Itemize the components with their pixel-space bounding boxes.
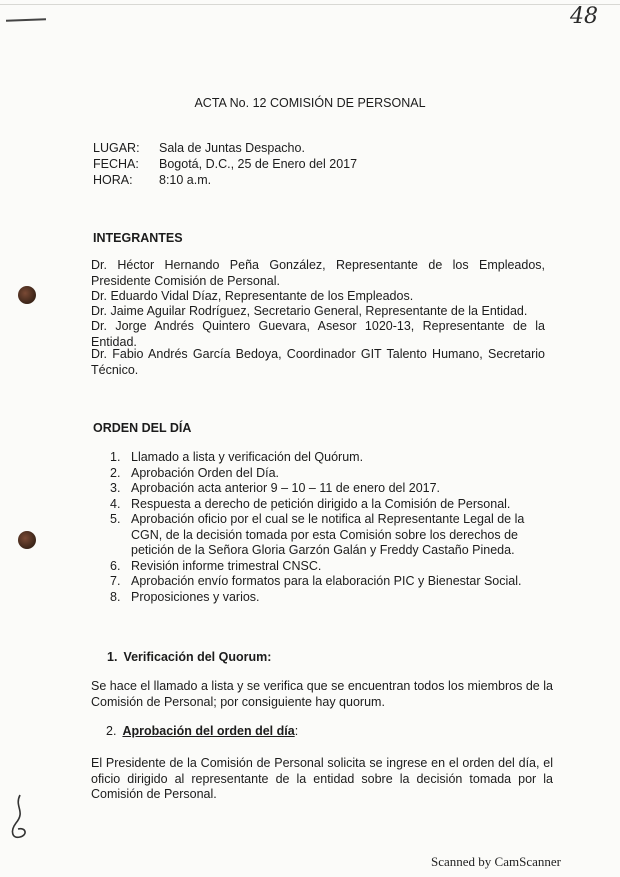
- meta-row-fecha: [93, 157, 357, 171]
- punch-hole: [18, 531, 36, 549]
- agenda-item: [110, 466, 552, 482]
- agenda-item: [110, 497, 552, 513]
- agenda-item: [110, 450, 552, 466]
- agenda-item-text: Revisión informe trimestral CNSC.: [131, 558, 322, 573]
- agenda-item-text: Proposiciones y varios.: [131, 589, 260, 604]
- handwritten-page-number: 48: [570, 4, 598, 29]
- pen-mark: [6, 18, 46, 21]
- member-entry: Dr. Eduardo Vidal Díaz, Representante de los Empleados.: [91, 289, 414, 303]
- section-number: 2.: [106, 724, 117, 738]
- meta-label: HORA:: [93, 173, 133, 187]
- meta-label: LUGAR:: [93, 141, 140, 155]
- agenda-item-number: 4.: [110, 496, 121, 511]
- agenda-item-number: 5.: [110, 512, 121, 526]
- agenda-item-number: 1.: [110, 450, 121, 464]
- agenda-item-text: Aprobación acta anterior 9 – 10 – 11 de enero del 2017.: [131, 481, 441, 495]
- agenda-item-text: Aprobación oficio por el cual se le notifica al Representante Legal de la CGN, de la decisión tomada por esta Comisión sobre los derechos de petición de la Señora Gloria Garzón Galán y Freddy Castaño Pineda.: [131, 512, 525, 557]
- section-title: Verificación del Quorum:: [123, 650, 272, 664]
- section-title: Aprobación del orden del día: [122, 724, 295, 738]
- agenda-item-number: 3.: [110, 481, 121, 495]
- meta-value: Bogotá, D.C., 25 de Enero del 2017: [159, 157, 358, 171]
- agenda-item-number: 6.: [110, 558, 121, 573]
- handwritten-initials: [6, 793, 36, 851]
- agenda-item: [110, 559, 552, 575]
- member-entry: Dr. Fabio Andrés García Bedoya, Coordinador GIT Talento Humano, Secretario Técnico.: [91, 347, 545, 377]
- scanner-watermark: Scanned by CamScanner: [431, 854, 561, 869]
- agenda-item-number: 8.: [110, 589, 121, 604]
- section-number: 1.: [107, 650, 118, 664]
- section-1-heading: [107, 650, 271, 664]
- meta-label: FECHA:: [93, 157, 139, 171]
- meta-row-lugar: [93, 141, 305, 155]
- scan-edge-line: [0, 4, 620, 5]
- member-entry: Dr. Héctor Hernando Peña González, Representante de los Empleados, Presidente Comisión de Personal.: [91, 258, 545, 288]
- agenda-item-text: Aprobación Orden del Día.: [131, 465, 280, 480]
- section-title-suffix: :: [294, 724, 299, 738]
- orden-heading: ORDEN DEL DÍA: [93, 421, 192, 435]
- section-2-heading: [106, 724, 298, 738]
- section-1-body: Se hace el llamado a lista y se verifica que se encuentran todos los miembros de la Comisión de Personal; por consiguiente hay quorum.: [91, 679, 553, 709]
- document-title: ACTA No. 12 COMISIÓN DE PERSONAL: [194, 96, 426, 110]
- agenda-item-text: Aprobación envío formatos para la elaboración PIC y Bienestar Social.: [131, 574, 522, 588]
- agenda-item-text: Respuesta a derecho de petición dirigido a la Comisión de Personal.: [131, 496, 511, 511]
- punch-hole: [18, 286, 36, 304]
- agenda-item: [110, 512, 552, 559]
- member-entry: Dr. Jaime Aguilar Rodríguez, Secretario General, Representante de la Entidad.: [91, 304, 528, 318]
- signature-scribble: [6, 793, 36, 843]
- meta-row-hora: [93, 173, 211, 187]
- member-entry: Dr. Jorge Andrés Quintero Guevara, Asesor 1020-13, Representante de la Entidad.: [91, 319, 545, 349]
- integrantes-heading: INTEGRANTES: [93, 231, 183, 245]
- meta-value: 8:10 a.m.: [159, 173, 212, 187]
- agenda-item-number: 2.: [110, 465, 121, 480]
- agenda-item: [110, 590, 552, 606]
- meta-value: Sala de Juntas Despacho.: [159, 141, 305, 155]
- agenda-item: [110, 481, 552, 497]
- agenda-item-text: Llamado a lista y verificación del Quórum.: [131, 450, 364, 464]
- section-2-body: El Presidente de la Comisión de Personal solicita se ingrese en el orden del día, el oficio dirigido al representante de la entidad sobre la decisión tomada por la Comisión de Personal.: [91, 756, 553, 801]
- agenda-item-number: 7.: [110, 574, 121, 588]
- agenda-list: [110, 450, 552, 605]
- agenda-item: [110, 574, 552, 590]
